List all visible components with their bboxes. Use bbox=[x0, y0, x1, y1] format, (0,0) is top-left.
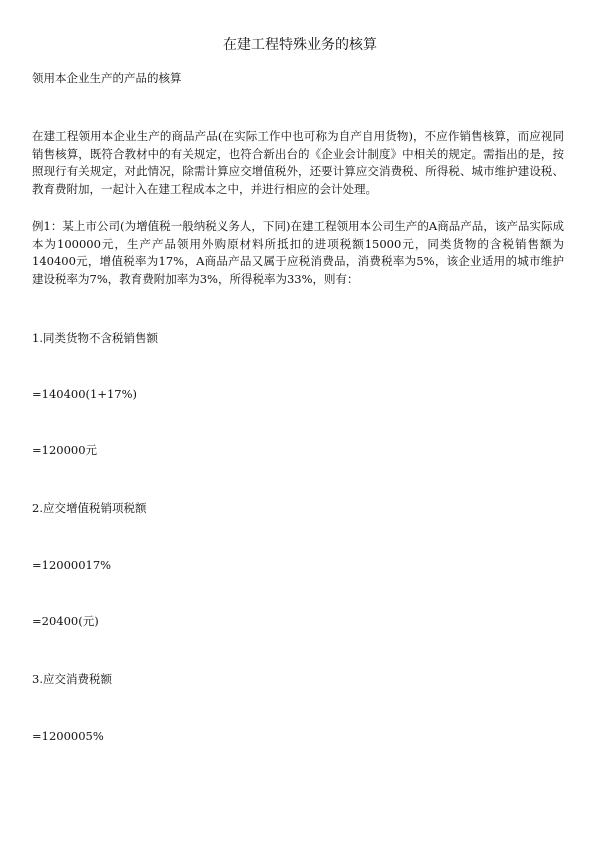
document-title: 在建工程特殊业务的核算 bbox=[223, 37, 377, 53]
section-heading: 领用本企业生产的产品的核算 bbox=[32, 71, 182, 85]
calc-line: 2.应交增值税销项税额 bbox=[32, 501, 147, 515]
example-paragraph: 例1：某上市公司(为增值税一般纳税义务人，下同)在建工程领用本公司生产的A商品产品，该产品实际成本为100000元，生产产品领用外购原材料所抵扣的进项税额15000元，同类货物的含税销售额为140400元，增值税率为17%，A商品产品又属于应税消费品，消费税率为5%，该企业适用的城市维护建设税率为7%，教育费附加率为3%，所得税率为33%，则有： bbox=[32, 219, 564, 286]
calc-line: 3.应交消费税额 bbox=[32, 672, 112, 686]
intro-paragraph: 在建工程领用本企业生产的商品产品(在实际工作中也可称为自产自用货物)，不应作销售核算，而应视同销售核算，既符合教材中的有关规定，也符合新出台的《企业会计制度》中相关的规定。需指出的是，按照现行有关规定，对此情况，除需计算应交增值税外，还要计算应交消费税、所得税、城市维护建设税、教育费附加，一起计入在建工程成本之中，并进行相应的会计处理。 bbox=[32, 129, 564, 196]
calc-line: =1200005% bbox=[32, 729, 104, 743]
calc-line: =12000017% bbox=[32, 558, 112, 572]
calc-line: =120000元 bbox=[32, 443, 98, 457]
calc-line: =140400(1+17%) bbox=[32, 387, 138, 401]
calc-line: 1.同类货物不含税销售额 bbox=[32, 331, 158, 345]
calc-line: =20400(元) bbox=[32, 614, 99, 628]
